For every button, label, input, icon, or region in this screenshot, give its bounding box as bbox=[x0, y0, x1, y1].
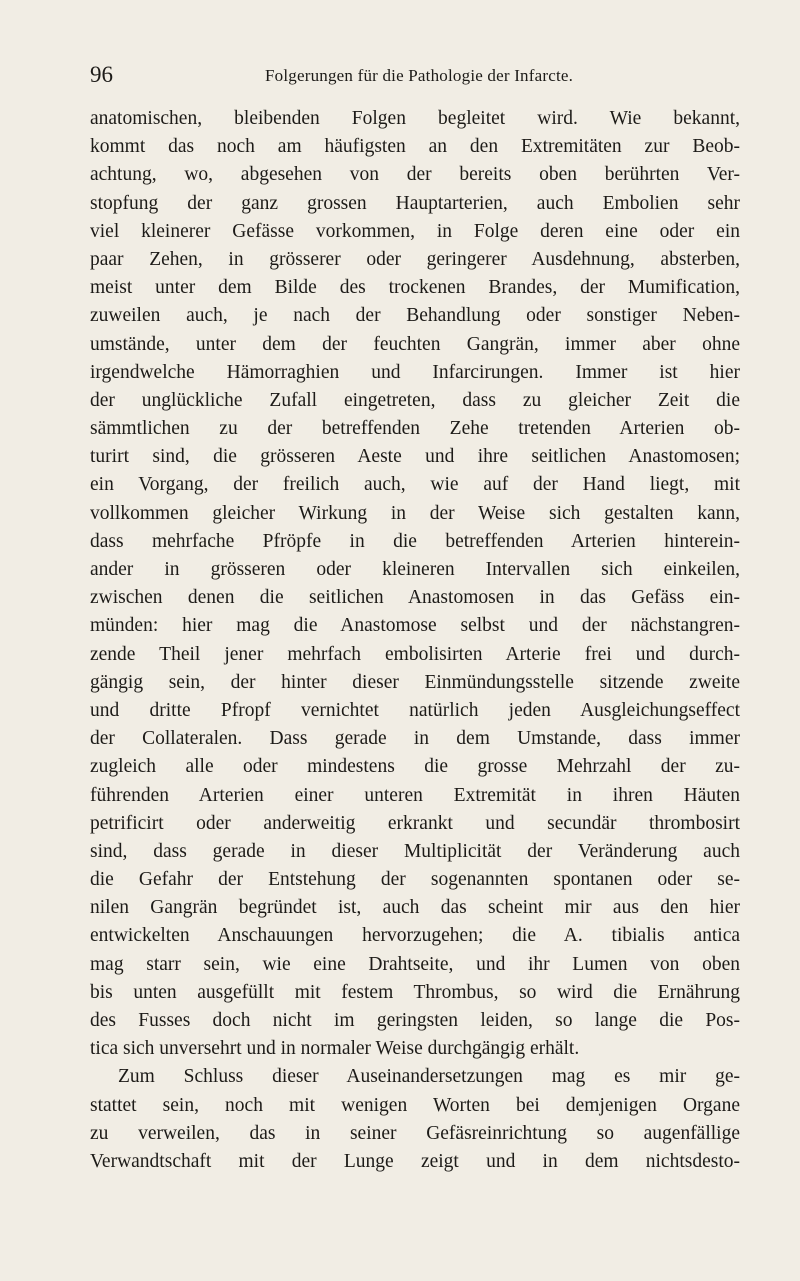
text-line: die Gefahr der Entstehung der sogenannten spontanen oder se- bbox=[90, 869, 740, 891]
running-head bbox=[90, 62, 740, 90]
text-line: zugleich alle oder mindestens die grosse Mehrzahl der zu- bbox=[90, 756, 740, 778]
text-line: petrificirt oder anderweitig erkrankt und secundär thrombosirt bbox=[90, 812, 740, 834]
text-line: sämmtlichen zu der betreffenden Zehe tretenden Arterien ob- bbox=[90, 418, 740, 440]
text-line: ander in grösseren oder kleineren Intervallen sich einkeilen, bbox=[90, 559, 740, 580]
text-line: stattet sein, noch mit wenigen Worten bei demjenigen Organe bbox=[90, 1094, 740, 1116]
text-line: mag starr sein, wie eine Drahtseite, und ihr Lumen von oben bbox=[90, 953, 740, 975]
text-line: des Fusses doch nicht im geringsten leiden, so lange die Pos- bbox=[90, 1010, 740, 1031]
text-line: Verwandtschaft mit der Lunge zeigt und in dem nichtsdesto- bbox=[90, 1150, 740, 1172]
text-line: der Collateralen. Dass gerade in dem Umstande, dass immer bbox=[90, 728, 740, 750]
text-line: dass mehrfache Pfröpfe in die betreffenden Arterien hinterein- bbox=[90, 530, 740, 552]
text-line: anatomischen, bleibenden Folgen begleitet wird. Wie bekannt, bbox=[90, 108, 740, 129]
text-line: zwischen denen die seitlichen Anastomosen in das Gefäss ein- bbox=[90, 587, 740, 609]
text-line: paar Zehen, in grösserer oder geringerer Ausdehnung, absterben, bbox=[90, 248, 740, 270]
text-line: tica sich unversehrt und in normaler Weise durchgängig erhält. bbox=[90, 1038, 580, 1060]
text-line: nilen Gangrän begründet ist, auch das scheint mir aus den hier bbox=[90, 897, 740, 919]
text-line: entwickelten Anschauungen hervorzugehen; die A. tibialis antica bbox=[90, 925, 740, 947]
text-line: gängig sein, der hinter dieser Einmündungsstelle sitzende zweite bbox=[90, 671, 740, 693]
text-line: stopfung der ganz grossen Hauptarterien, auch Embolien sehr bbox=[90, 192, 740, 214]
text-line: münden: hier mag die Anastomose selbst und der nächstangren- bbox=[90, 615, 740, 637]
page-number: 96 bbox=[90, 62, 113, 87]
text-line: irgendwelche Hämorraghien und Infarcirungen. Immer ist hier bbox=[90, 361, 740, 383]
text-line: der unglückliche Zufall eingetreten, dass zu gleicher Zeit die bbox=[90, 389, 740, 411]
text-line: zende Theil jener mehrfach embolisirten Arterie frei und durch- bbox=[90, 643, 740, 665]
text-line: sind, dass gerade in dieser Multiplicität der Veränderung auch bbox=[90, 840, 740, 862]
text-line: kommt das noch am häufigsten an den Extremitäten zur Beob- bbox=[90, 136, 740, 158]
text-line: bis unten ausgefüllt mit festem Thrombus, so wird die Ernährung bbox=[90, 981, 740, 1003]
text-line: umstände, unter dem der feuchten Gangrän, immer aber ohne bbox=[90, 333, 740, 355]
text-line: vollkommen gleicher Wirkung in der Weise sich gestalten kann, bbox=[90, 502, 740, 524]
text-line: führenden Arterien einer unteren Extremität in ihren Häuten bbox=[90, 784, 740, 806]
text-line: meist unter dem Bilde des trockenen Brandes, der Mumification, bbox=[90, 277, 740, 299]
text-line: turirt sind, die grösseren Aeste und ihre seitlichen Anastomosen; bbox=[90, 446, 740, 468]
text-line: und dritte Pfropf vernichtet natürlich jeden Ausgleichungseffect bbox=[90, 699, 740, 721]
text-line: viel kleinerer Gefässe vorkommen, in Folge deren eine oder ein bbox=[90, 220, 740, 242]
text-line: ein Vorgang, der freilich auch, wie auf der Hand liegt, mit bbox=[90, 474, 740, 496]
text-line: Zum Schluss dieser Auseinandersetzungen mag es mir ge- bbox=[118, 1066, 740, 1088]
text-line: zu verweilen, das in seiner Gefäsreinrichtung so augenfällige bbox=[90, 1122, 740, 1144]
text-line: achtung, wo, abgesehen von der bereits oben berührten Ver- bbox=[90, 164, 740, 186]
running-title: Folgerungen für die Pathologie der Infarcte. bbox=[265, 66, 574, 85]
text-line: zuweilen auch, je nach der Behandlung oder sonstiger Neben- bbox=[90, 305, 740, 327]
body-text bbox=[90, 105, 740, 1176]
